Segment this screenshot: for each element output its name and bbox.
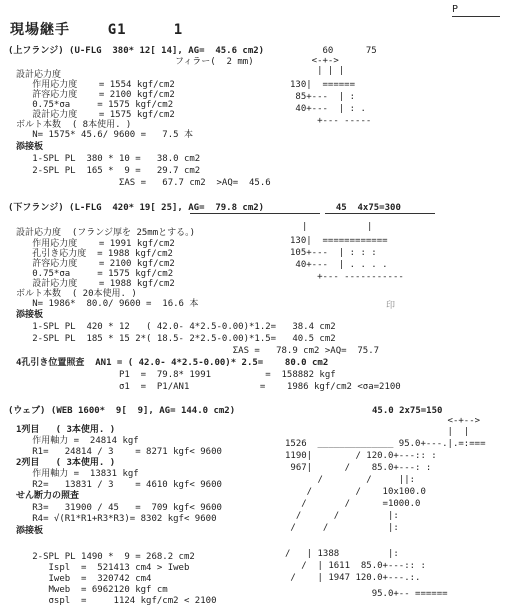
web-diagram-line: 967| / 85.0+---: :: [285, 463, 432, 473]
upper-flange-line: 添接板: [16, 142, 44, 152]
upper-flange-diagram-line: <-+->: [290, 56, 339, 66]
web-line: R1= 24814 / 3 = 8271 kgf< 9600: [16, 447, 222, 457]
upper-flange-diagram-line: | | |: [290, 66, 345, 76]
lower-flange-line: P1 = 79.8* 1991 = 158882 kgf: [16, 370, 336, 380]
lower-flange-dims: 45 4x75=300: [325, 203, 401, 213]
page-underline: [452, 16, 500, 17]
upper-flange-line: 許容応力度 = 2100 kgf/cm2: [16, 90, 175, 100]
lower-flange-diagram-line: 105+--- | : : :: [290, 248, 377, 258]
lower-flange-diagram-line: 40+--- | . . . .: [290, 260, 388, 270]
web-line: Iweb = 320742 cm4: [16, 574, 152, 584]
lower-flange-diagram-line: | |: [302, 222, 373, 232]
page-label: P: [452, 4, 459, 15]
upper-flange-line: ボルト本数 ( 8本使用. ): [16, 120, 132, 130]
upper-flange-line: 2-SPL PL 165 * 9 = 29.7 cm2: [16, 166, 201, 176]
upper-flange-diagram-line: 60 75: [290, 46, 377, 56]
upper-flange-diagram-line: 40+--- | : .: [290, 104, 366, 114]
web-diagram-line: | |: [285, 427, 470, 437]
upper-flange-line: 設計応力度 = 1575 kgf/cm2: [16, 110, 175, 120]
page-title: 現場継手 G1 1: [10, 22, 184, 38]
lower-flange-diagram-line: +--- -----------: [290, 272, 404, 282]
web-dims: 45.0 2x75=150: [372, 406, 443, 416]
web-diagram-line: <-+-->: [285, 416, 481, 426]
lower-flange-line: 作用応力度 = 1991 kgf/cm2: [16, 239, 175, 249]
web-diagram-line: 1190| / 120.0+---:: :: [285, 451, 437, 461]
web-diagram-line: / / =1000.0: [285, 499, 421, 509]
lower-flange-line: N= 1986* 80.0/ 9600 = 16.6 本: [16, 299, 199, 309]
web-line: Ispl = 521413 cm4 > Iweb: [16, 563, 190, 573]
upper-flange-line: ΣAS = 67.7 cm2 >AQ= 45.6: [16, 178, 271, 188]
web-heading: (ウェブ) (WEB 1600* 9[ 9], AG= 144.0 cm2): [8, 406, 236, 416]
upper-flange-heading: (上フランジ) (U-FLG 380* 12[ 14], AG= 45.6 cm2): [8, 46, 265, 56]
web-line: 添接板: [16, 526, 44, 536]
web-diagram-line: / / |:: [285, 511, 399, 521]
web-line: σspl = 1124 kgf/cm2 < 2100: [16, 596, 217, 606]
lower-flange-line: ΣAS = 78.9 cm2 >AQ= 75.7: [16, 346, 380, 356]
lower-flange-line: 1-SPL PL 420 * 12 ( 42.0- 4*2.5-0.00)*1.2= 38.4 cm2: [16, 322, 336, 332]
lower-flange-line: 4孔引き位置照査 AN1 = ( 42.0- 4*2.5-0.00)* 2.5= 80.0 cm2: [16, 358, 329, 368]
lower-flange-line: σ1 = P1/AN1 = 1986 kgf/cm2 <σa=2100: [16, 382, 401, 392]
lower-flange-line: ボルト本数 ( 20本使用. ): [16, 289, 137, 299]
lower-flange-line: 添接板: [16, 310, 44, 320]
web-diagram-line: / | 1947 120.0+---.:.: [285, 573, 421, 583]
lower-flange-line: 設計応力度 (フランジ厚を 25mmとする。): [16, 228, 196, 238]
upper-flange-filler: フィラー( 2 mm): [175, 57, 254, 67]
web-line: 2列目 ( 3本使用. ): [16, 458, 116, 468]
web-line: Mweb = 6962120 kgf cm: [16, 585, 168, 595]
lower-flange-line: 孔引き応力度 = 1988 kgf/cm2: [16, 249, 173, 259]
upper-flange-line: N= 1575* 45.6/ 9600 = 7.5 本: [16, 130, 193, 140]
web-diagram-line: 95.0+-- ======: [285, 589, 448, 599]
web-line: 作用軸力 = 13831 kgf: [16, 469, 139, 479]
web-diagram-line: / / |:: [285, 523, 399, 533]
web-line: 作用軸力 = 24814 kgf: [16, 436, 139, 446]
lower-flange-diagram-line: 130| ============: [290, 236, 388, 246]
web-line: 2-SPL PL 1490 * 9 = 268.2 cm2: [16, 552, 195, 562]
upper-flange-line: 設計応力度: [16, 70, 62, 80]
lower-flange-line: 2-SPL PL 185 * 15 2*( 18.5- 2*2.5-0.00)*1.5= 40.5 cm2: [16, 334, 336, 344]
web-diagram-line: / / 10x100.0: [285, 487, 426, 497]
upper-flange-line: 0.75*σa = 1575 kgf/cm2: [16, 100, 174, 110]
lower-flange-line: 設計応力度 = 1988 kgf/cm2: [16, 279, 175, 289]
upper-flange-line: 作用応力度 = 1554 kgf/cm2: [16, 80, 175, 90]
web-diagram-line: / / ||:: [285, 475, 416, 485]
lower-flange-heading-rule: [190, 213, 320, 214]
web-line: せん断力の照査: [16, 491, 80, 501]
upper-flange-diagram-line: 130| ======: [290, 80, 356, 90]
web-diagram-line: / | 1611 85.0+---:: :: [285, 561, 426, 571]
upper-flange-diagram-line: 85+--- | :: [290, 92, 356, 102]
web-line: 1列目 ( 3本使用. ): [16, 425, 116, 435]
stamp-mark: 印: [386, 301, 396, 311]
lower-flange-line: 許容応力度 = 2100 kgf/cm2: [16, 259, 175, 269]
web-diagram-line: 1526 ______________ 95.0+---.|.=:===: [285, 439, 486, 449]
upper-flange-diagram-line: +--- -----: [290, 116, 372, 126]
web-diagram-line: / | 1388 |:: [285, 549, 399, 559]
web-line: R4= √(R1*R1+R3*R3)= 8302 kgf< 9600: [16, 514, 217, 524]
web-line: R3= 31900 / 45 = 709 kgf< 9600: [16, 503, 222, 513]
web-line: R2= 13831 / 3 = 4610 kgf< 9600: [16, 480, 222, 490]
upper-flange-line: 1-SPL PL 380 * 10 = 38.0 cm2: [16, 154, 201, 164]
lower-flange-heading: (下フランジ) (L-FLG 420* 19[ 25], AG= 79.8 cm2): [8, 203, 265, 213]
lower-flange-dim-rule: [325, 213, 435, 214]
lower-flange-line: 0.75*σa = 1575 kgf/cm2: [16, 269, 174, 279]
